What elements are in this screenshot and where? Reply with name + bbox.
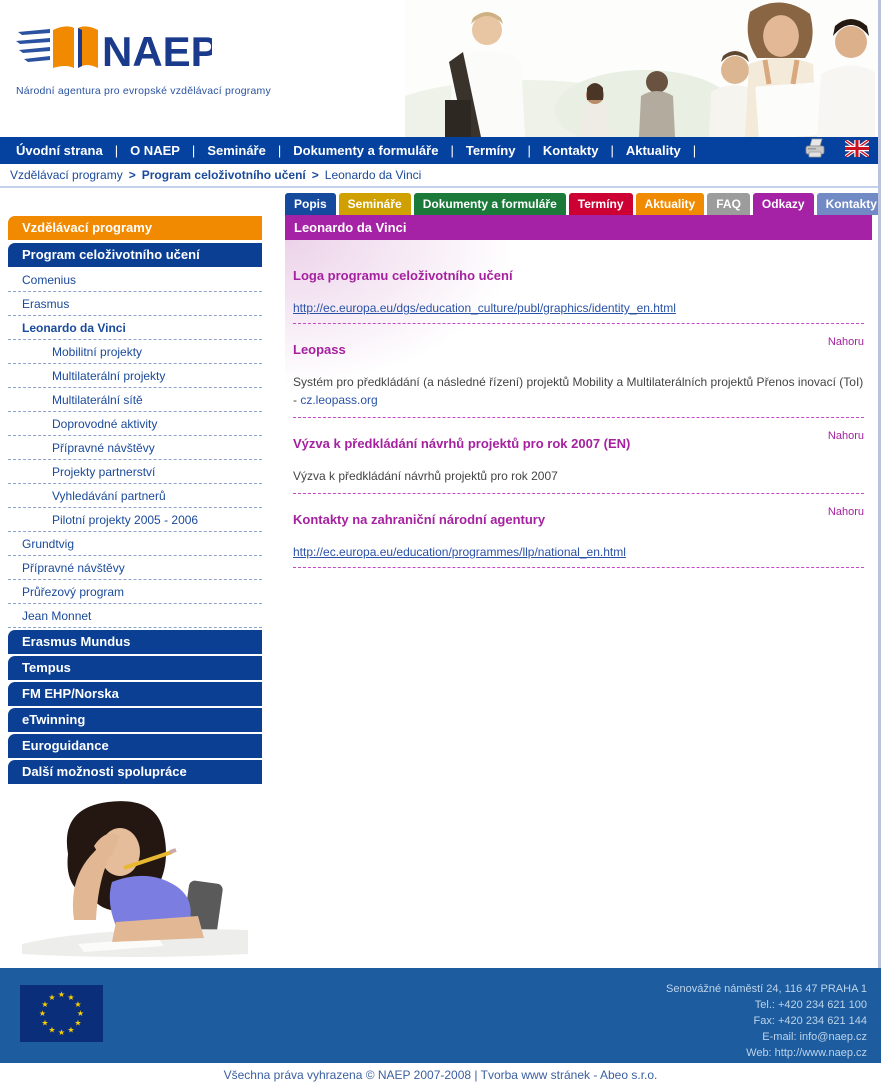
svg-text:★: ★ (48, 1025, 56, 1035)
footer-contact (666, 981, 867, 1061)
section-text: Výzva k předkládání návrhů projektů pro rok 2007 (293, 469, 558, 483)
footer-fax: Fax: +420 234 621 144 (753, 1015, 867, 1027)
svg-text:★: ★ (67, 1025, 75, 1035)
sidebar-header-fm-ehp[interactable]: FM EHP/Norska (8, 682, 262, 706)
content (285, 240, 872, 570)
sidebar-item-comenius[interactable]: Comenius (8, 268, 262, 292)
tab-seminare[interactable]: Semináře (339, 193, 411, 215)
sidebar-header-tempus[interactable]: Tempus (8, 656, 262, 680)
section-link[interactable]: http://ec.europa.eu/dgs/education_culture/publ/graphics/identity_en.html (293, 301, 676, 315)
tab-bar (285, 193, 877, 215)
svg-text:★: ★ (38, 1009, 47, 1018)
tab-terminy[interactable]: Termíny (569, 193, 633, 215)
svg-text:★: ★ (48, 993, 56, 1002)
nav-item-dokumenty[interactable]: Dokumenty a formuláře | (287, 143, 460, 158)
footer-email-link[interactable]: E-mail: info@naep.cz (762, 1031, 867, 1043)
nav-item-aktuality[interactable]: Aktuality | (620, 143, 702, 158)
sidebar-header-etwinning[interactable]: eTwinning (8, 708, 262, 732)
sidebar-photo-thinking-woman (8, 794, 262, 966)
breadcrumb (0, 164, 881, 188)
sidebar-item-pripravne-navstevy-ldv[interactable]: Přípravné návštěvy (8, 436, 262, 460)
sidebar-header-programs[interactable]: Vzdělávací programy (8, 216, 262, 240)
leopass-link[interactable]: cz.leopass.org (300, 393, 378, 407)
sidebar (8, 216, 262, 997)
svg-text:★: ★ (76, 1009, 85, 1018)
copyright: Všechna práva vyhrazena © NAEP 2007-2008 | Tvorba www stránek - Abeo s.r.o. (0, 1063, 881, 1085)
tab-kontakty[interactable]: Kontakty (817, 193, 881, 215)
breadcrumb-separator: > (128, 168, 136, 182)
sidebar-item-mobilitni[interactable]: Mobilitní projekty (8, 340, 262, 364)
footer-web-link[interactable]: Web: http://www.naep.cz (746, 1047, 867, 1059)
header-photo (405, 0, 875, 137)
sidebar-item-multilateralni-site[interactable]: Multilaterální sítě (8, 388, 262, 412)
sidebar-sections (8, 630, 262, 784)
content-section (293, 256, 864, 324)
section-title: Loga programu celoživotního učení (293, 268, 513, 283)
naep-logo[interactable] (16, 22, 271, 97)
section-divider (293, 567, 864, 568)
svg-text:★: ★ (74, 1000, 82, 1009)
nahoru-link[interactable]: Nahoru (827, 506, 864, 518)
sidebar-item-leonardo[interactable]: Leonardo da Vinci (8, 316, 262, 340)
sidebar-header-erasmus-mundus[interactable]: Erasmus Mundus (8, 630, 262, 654)
uk-flag-icon[interactable] (845, 140, 869, 162)
logo-tagline: Národní agentura pro evropské vzdělávací programy (16, 85, 271, 97)
footer (0, 968, 881, 1063)
svg-text:★: ★ (74, 1018, 82, 1028)
sidebar-item-multilateralni-projekty[interactable]: Multilaterální projekty (8, 364, 262, 388)
nav-item-kontakty[interactable]: Kontakty | (537, 143, 620, 158)
page-title: Leonardo da Vinci (285, 215, 872, 240)
tab-odkazy[interactable]: Odkazy (753, 193, 814, 215)
sidebar-menu (8, 268, 262, 628)
section-title: Výzva k předkládání návrhů projektů pro rok 2007 (EN) (293, 436, 631, 451)
section-divider (293, 323, 864, 324)
nav-item-terminy[interactable]: Termíny | (460, 143, 537, 158)
sidebar-item-doprovodne[interactable]: Doprovodné aktivity (8, 412, 262, 436)
sidebar-item-erasmus[interactable]: Erasmus (8, 292, 262, 316)
sidebar-item-pilotni-projekty[interactable]: Pilotní projekty 2005 - 2006 (8, 508, 262, 532)
svg-text:★: ★ (41, 1018, 49, 1028)
tab-dokumenty[interactable]: Dokumenty a formuláře (414, 193, 566, 215)
main-area (0, 188, 881, 968)
breadcrumb-item-programs[interactable]: Vzdělávací programy (10, 168, 123, 182)
content-section (293, 500, 864, 568)
section-divider (293, 417, 864, 418)
footer-address: Senovážné náměstí 24, 116 47 PRAHA 1 (666, 983, 867, 995)
svg-text:★: ★ (57, 990, 66, 999)
sidebar-item-pripravne-navstevy[interactable]: Přípravné návštěvy (8, 556, 262, 580)
svg-text:★: ★ (67, 993, 75, 1002)
tab-popis[interactable]: Popis (285, 193, 336, 215)
nahoru-link[interactable]: Nahoru (827, 430, 864, 442)
section-title: Kontakty na zahraniční národní agentury (293, 512, 546, 527)
naep-logo-icon (16, 22, 212, 78)
section-title: Leopass (293, 342, 346, 357)
sidebar-item-jean-monnet[interactable]: Jean Monnet (8, 604, 262, 628)
footer-tel: Tel.: +420 234 621 100 (754, 999, 867, 1011)
header (0, 0, 881, 137)
content-section (293, 424, 864, 494)
svg-text:NAEP: NAEP (102, 28, 212, 75)
svg-text:★: ★ (57, 1028, 66, 1037)
nav-item-uvodni-strana[interactable]: Úvodní strana | (10, 143, 124, 158)
tab-faq[interactable]: FAQ (707, 193, 750, 215)
section-divider (293, 493, 864, 494)
nahoru-link[interactable]: Nahoru (827, 336, 864, 348)
nav-item-seminare[interactable]: Semináře | (201, 143, 287, 158)
content-section (293, 330, 864, 418)
section-text (293, 373, 864, 409)
svg-text:★: ★ (41, 1000, 49, 1009)
sidebar-item-vyhledavani-partneru[interactable]: Vyhledávání partnerů (8, 484, 262, 508)
sidebar-item-prurezovy-program[interactable]: Průřezový program (8, 580, 262, 604)
printer-icon[interactable] (803, 138, 827, 163)
main-navigation (0, 137, 881, 164)
sidebar-item-projekty-partnerstvi[interactable]: Projekty partnerství (8, 460, 262, 484)
sidebar-header-dalsi-moznosti[interactable]: Další možnosti spolupráce (8, 760, 262, 784)
sidebar-header-llp[interactable]: Program celoživotního učení (8, 243, 262, 267)
tab-aktuality[interactable]: Aktuality (636, 193, 705, 215)
section-text-body: Systém pro předkládání (a následné řízení) projektů Mobility a Multilaterálních projektů Přenos inovací (ToI) - (293, 375, 864, 407)
nav-item-o-naep[interactable]: O NAEP | (124, 143, 201, 158)
breadcrumb-item-current: Leonardo da Vinci (324, 168, 422, 182)
sidebar-item-grundtvig[interactable]: Grundtvig (8, 532, 262, 556)
sidebar-header-euroguidance[interactable]: Euroguidance (8, 734, 262, 758)
section-link[interactable]: http://ec.europa.eu/education/programmes/llp/national_en.html (293, 545, 626, 559)
content-column (285, 188, 877, 570)
breadcrumb-separator: > (311, 168, 319, 182)
eu-flag-icon (20, 985, 103, 1047)
breadcrumb-item-llp[interactable]: Program celoživotního učení (141, 168, 306, 182)
